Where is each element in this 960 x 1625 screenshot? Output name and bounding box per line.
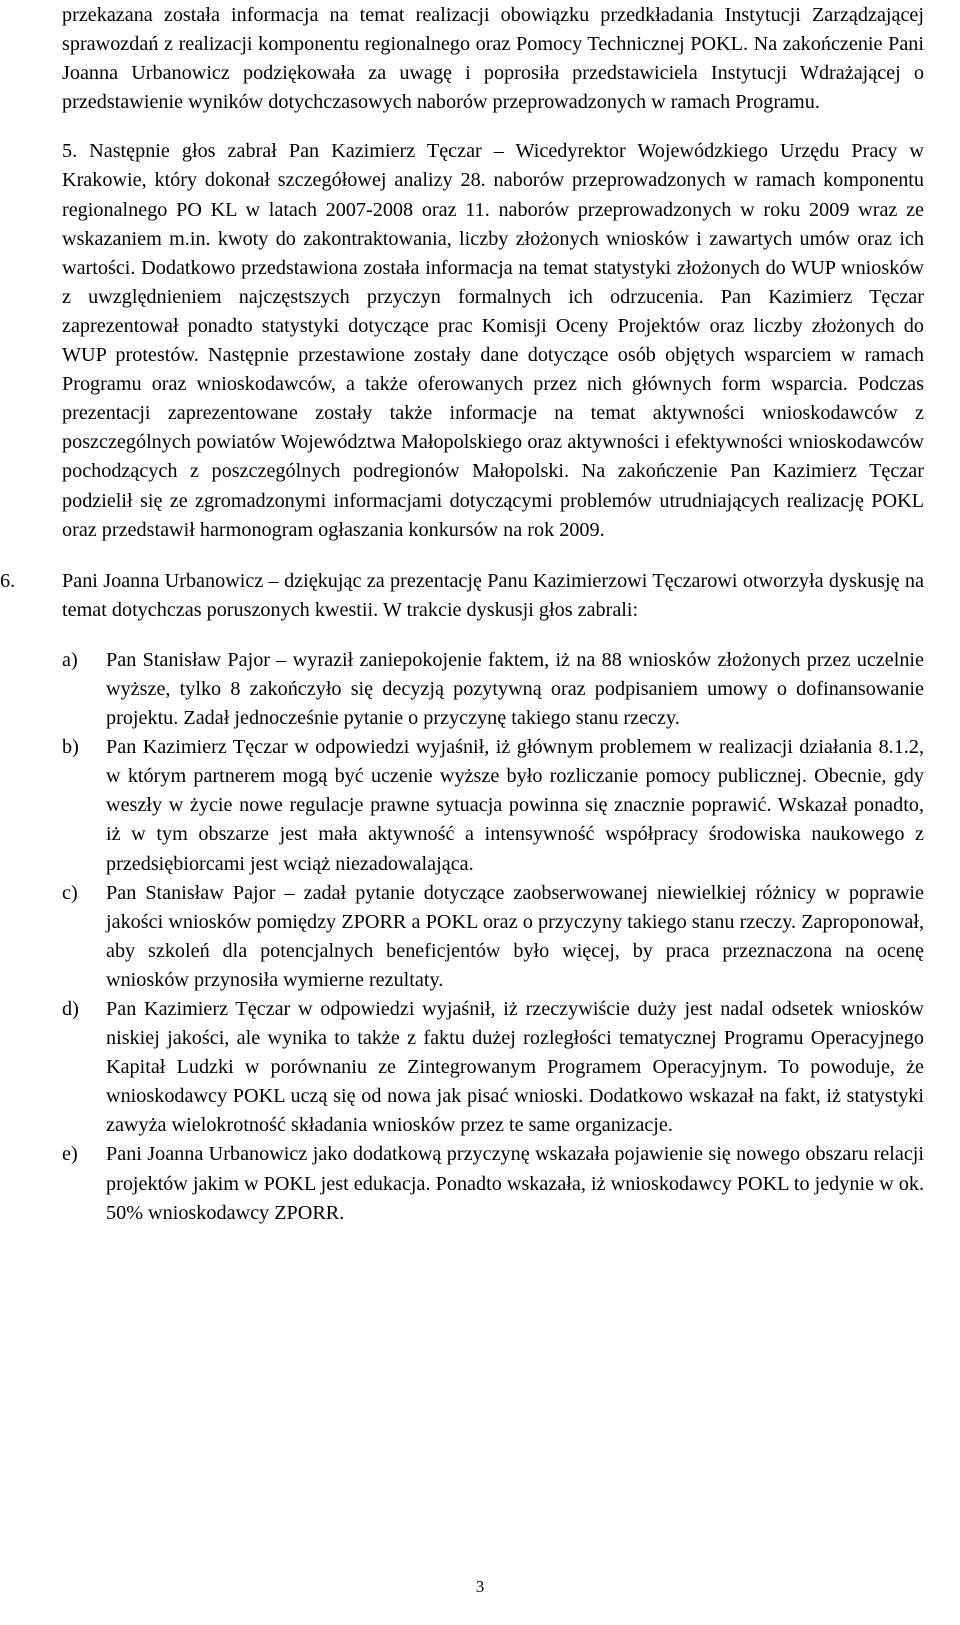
list-item	[62, 879, 924, 995]
list-item-label: b)	[62, 736, 79, 759]
intro-paragraph: przekazana została informacja na temat realizacji obowiązku przedkładania Instytucji Zarządzającej sprawozdań z realizacji komponentu regionalnego oraz Pomocy Technicznej POKL. Na zakończenie Pani Joanna Urbanowicz podziękowała za uwagę i poprosiła przedstawiciela Instytucji Wdrażającej o przedstawienie wyników dotychczasowych naborów przeprowadzonych w ramach Programu.	[62, 4, 924, 114]
list-item	[62, 995, 924, 1140]
list-item-text: Pan Stanisław Pajor – wyraził zaniepokojenie faktem, iż na 88 wniosków złożonych przez uczelnie wyższe, tylko 8 zakończyło się decyzją pozytywną oraz podpisaniem umowy o dofinansowanie projektu. Zadał jednocześnie pytanie o przyczynę takiego stanu rzeczy.	[106, 648, 924, 730]
section-6	[0, 567, 924, 625]
list-item-text: Pani Joanna Urbanowicz jako dodatkową przyczynę wskazała pojawienie się nowego obszaru relacji projektów jakim w POKL jest edukacja. Ponadto wskazała, iż wnioskodawcy POKL to jedynie w ok. 50% wnioskodawcy ZPORR.	[106, 1143, 924, 1224]
list-item-label: e)	[62, 1143, 78, 1166]
list-item-text: Pan Kazimierz Tęczar w odpowiedzi wyjaśnił, iż rzeczywiście duży jest nadal odsetek wniosków niskiej jakości, ale wynika to także z faktu dużej rozległości tematycznej Programu Operacyjnego Kapitał Ludzki w porównaniu ze Zintegrowanym Programem Operacyjnym. To powoduje, że wnioskodawcy POKL uczą się od nowa jak pisać wnioski. Dodatkowo wskazał na fakt, iż statystyki zawyża wielokrotność składania wniosków przez te same organizacje.	[106, 998, 924, 1137]
section-5-paragraph	[62, 137, 924, 544]
section-5-text: Następnie głos zabrał Pan Kazimierz Tęczar – Wicedyrektor Wojewódzkiego Urzędu Pracy w Krakowie, który dokonał szczegółowej analizy 28. naborów przeprowadzonych w ramach komponentu regionalnego PO KL w latach 2007-2008 oraz 11. naborów przeprowadzonych w roku 2009 wraz ze wskazaniem m.in. kwoty do zakontraktowania, liczby złożonych wniosków i zawartych umów oraz ich wartości. Dodatkowo przedstawiona została informacja na temat statystyki złożonych do WUP wniosków z uwzględnieniem najczęstszych przyczyn formalnych ich odrzucenia. Pan Kazimierz Tęczar zaprezentował ponadto statystyki dotyczące prac Komisji Oceny Projektów oraz liczby złożonych do WUP protestów. Następnie przestawione zostały dane dotyczące osób objętych wsparciem w ramach Programu oraz wnioskodawców, a także oferowanych przez nich głównych form wsparcia. Podczas prezentacji zaprezentowane zostały także informacje na temat aktywności wnioskodawców z poszczególnych powiatów Województwa Małopolskiego oraz aktywności i efektywności wnioskodawców pochodzących z poszczególnych podregionów Małopolski. Na zakończenie Pan Kazimierz Tęczar podzielił się ze zgromadzonymi informacjami dotyczącymi problemów utrudniających realizację POKL oraz przedstawił harmonogram ogłaszania konkursów na rok 2009.	[62, 140, 924, 541]
list-item	[62, 1140, 924, 1227]
page-number: 3	[475, 1577, 485, 1596]
section-5	[62, 137, 924, 544]
section-6-number: 6.	[0, 569, 16, 592]
list-item-label: d)	[62, 998, 79, 1020]
list-item-label: a)	[62, 648, 78, 671]
list-item-text: Pan Stanisław Pajor – zadał pytanie dotyczące zaobserwowanej niewielkiej różnicy w poprawie jakości wniosków pomiędzy ZPORR a POKL oraz o przyczyny takiego stanu rzeczy. Zaproponował, aby szkoleń dla potencjalnych beneficjentów było więcej, by praca przeznaczona na ocenę wniosków przynosiła wymierne rezultaty.	[106, 881, 924, 991]
section-6-text: Pani Joanna Urbanowicz – dziękując za prezentację Panu Kazimierzowi Tęczarowi otworzyła dyskusję na temat dotychczas poruszonych kwestii. W trakcie dyskusji głos zabrali:	[62, 569, 924, 621]
list-item	[62, 646, 924, 733]
list-item	[62, 733, 924, 878]
section-5-number: 5.	[62, 140, 78, 163]
list-item-label: c)	[62, 881, 78, 904]
section-6-paragraph	[0, 567, 924, 625]
discussion-list	[62, 646, 924, 1228]
list-item-text: Pan Kazimierz Tęczar w odpowiedzi wyjaśnił, iż głównym problemem w realizacji działania 8.1.2, w którym partnerem mogą być uczenie wyższe było rozliczanie pomocy publicznej. Obecnie, gdy weszły w życie nowe regulacje prawne sytuacja powinna się znacznie poprawić. Wskazał ponadto, iż w tym obszarze jest mała aktywność a intensywność współpracy środowiska naukowego z przedsiębiorcami jest wciąż niezadowalająca.	[106, 736, 924, 875]
